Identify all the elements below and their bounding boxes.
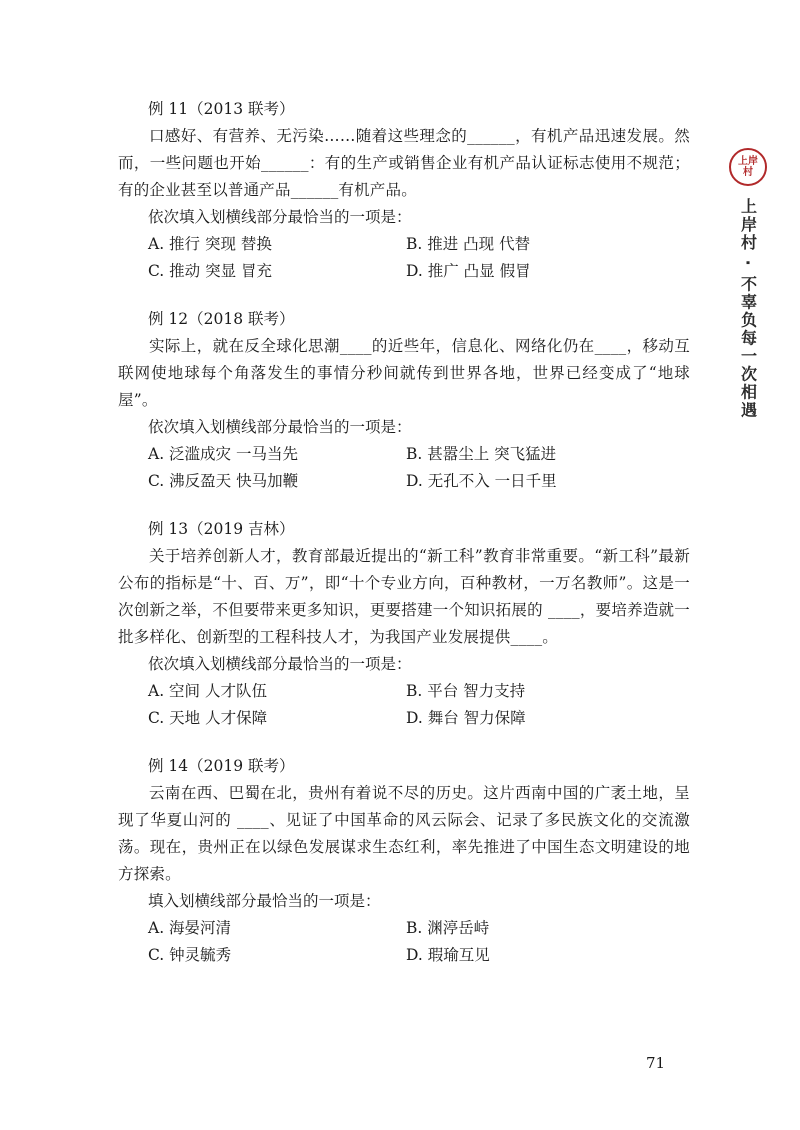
- option-c: C. 钟灵毓秀: [148, 946, 232, 964]
- question-block: [118, 306, 690, 495]
- question-block: [118, 96, 690, 285]
- option-d: D. 瑕瑜互见: [406, 946, 490, 964]
- question-prompt: 依次填入划横线部分最恰当的一项是：: [148, 655, 412, 673]
- option-d: D. 舞台 智力保障: [406, 709, 526, 727]
- option-a: A. 海晏河清: [148, 919, 232, 937]
- question-passage: 口感好、有营养、无污染……随着这些理念的______，有机产品迅速发展。然而，一些问题也开始______：有的生产或销售企业有机产品认证标志使用不规范；有的企业甚至以普通产品______有机产品。: [118, 127, 690, 199]
- option-c: C. 沸反盈天 快马加鞭: [148, 472, 299, 490]
- option-c: C. 天地 人才保障: [148, 709, 268, 727]
- option-a: A. 泛滥成灾 一马当先: [148, 445, 298, 463]
- option-b: B. 甚嚣尘上 突飞猛进: [406, 445, 557, 463]
- question-title: 例 14（2019 联考）: [148, 757, 295, 775]
- options-grid: [118, 231, 690, 285]
- option-c: C. 推动 突显 冒充: [148, 262, 273, 280]
- question-passage: 实际上，就在反全球化思潮____的近些年，信息化、网络化仍在____，移动互联网使地球每个角落发生的事情分秒间就传到世界各地，世界已经变成了“地球屋”。: [118, 337, 690, 409]
- option-b: B. 渊渟岳峙: [406, 919, 490, 937]
- question-title: 例 11（2013 联考）: [148, 100, 295, 118]
- sidebar: [728, 148, 768, 419]
- options-grid: [118, 915, 690, 969]
- option-b: B. 平台 智力支持: [406, 682, 526, 700]
- question-prompt: 填入划横线部分最恰当的一项是：: [148, 892, 381, 910]
- question-prompt: 依次填入划横线部分最恰当的一项是：: [148, 208, 412, 226]
- sidebar-slogan: 上岸村 · 不辜负每一次相遇: [738, 198, 758, 420]
- option-a: A. 空间 人才队伍: [148, 682, 267, 700]
- question-block: [118, 516, 690, 732]
- seal-logo-icon: [729, 148, 767, 186]
- page-number: 71: [646, 1054, 666, 1072]
- seal-text-bottom: 村: [743, 167, 753, 178]
- question-title: 例 13（2019 吉林）: [148, 520, 295, 538]
- option-d: D. 推广 凸显 假冒: [406, 262, 531, 280]
- question-passage: 云南在西、巴蜀在北，贵州有着说不尽的历史。这片西南中国的广袤土地，呈现了华夏山河的 ____、见证了中国革命的风云际会、记录了多民族文化的交流激荡。现在，贵州正在以绿色发展谋求生态红利，率先推进了中国生态文明建设的地方探索。: [118, 784, 690, 883]
- option-d: D. 无孔不入 一日千里: [406, 472, 557, 490]
- question-block: [118, 753, 690, 969]
- seal-text-top: 上岸: [738, 156, 758, 167]
- question-passage: 关于培养创新人才，教育部最近提出的“新工科”教育非常重要。“新工科”最新公布的指标是“十、百、万”，即“十个专业方向，百种教材，一万名教师”。这是一次创新之举，不但要带来更多知识，更要搭建一个知识拓展的 ____，要培养造就一批多样化、创新型的工程科技人才，为我国产业发展提供____。: [118, 547, 690, 646]
- question-title: 例 12（2018 联考）: [148, 310, 295, 328]
- page-content: [118, 96, 690, 990]
- options-grid: [118, 678, 690, 732]
- question-prompt: 依次填入划横线部分最恰当的一项是：: [148, 418, 412, 436]
- options-grid: [118, 441, 690, 495]
- option-a: A. 推行 突现 替换: [148, 235, 272, 253]
- option-b: B. 推进 凸现 代替: [406, 235, 531, 253]
